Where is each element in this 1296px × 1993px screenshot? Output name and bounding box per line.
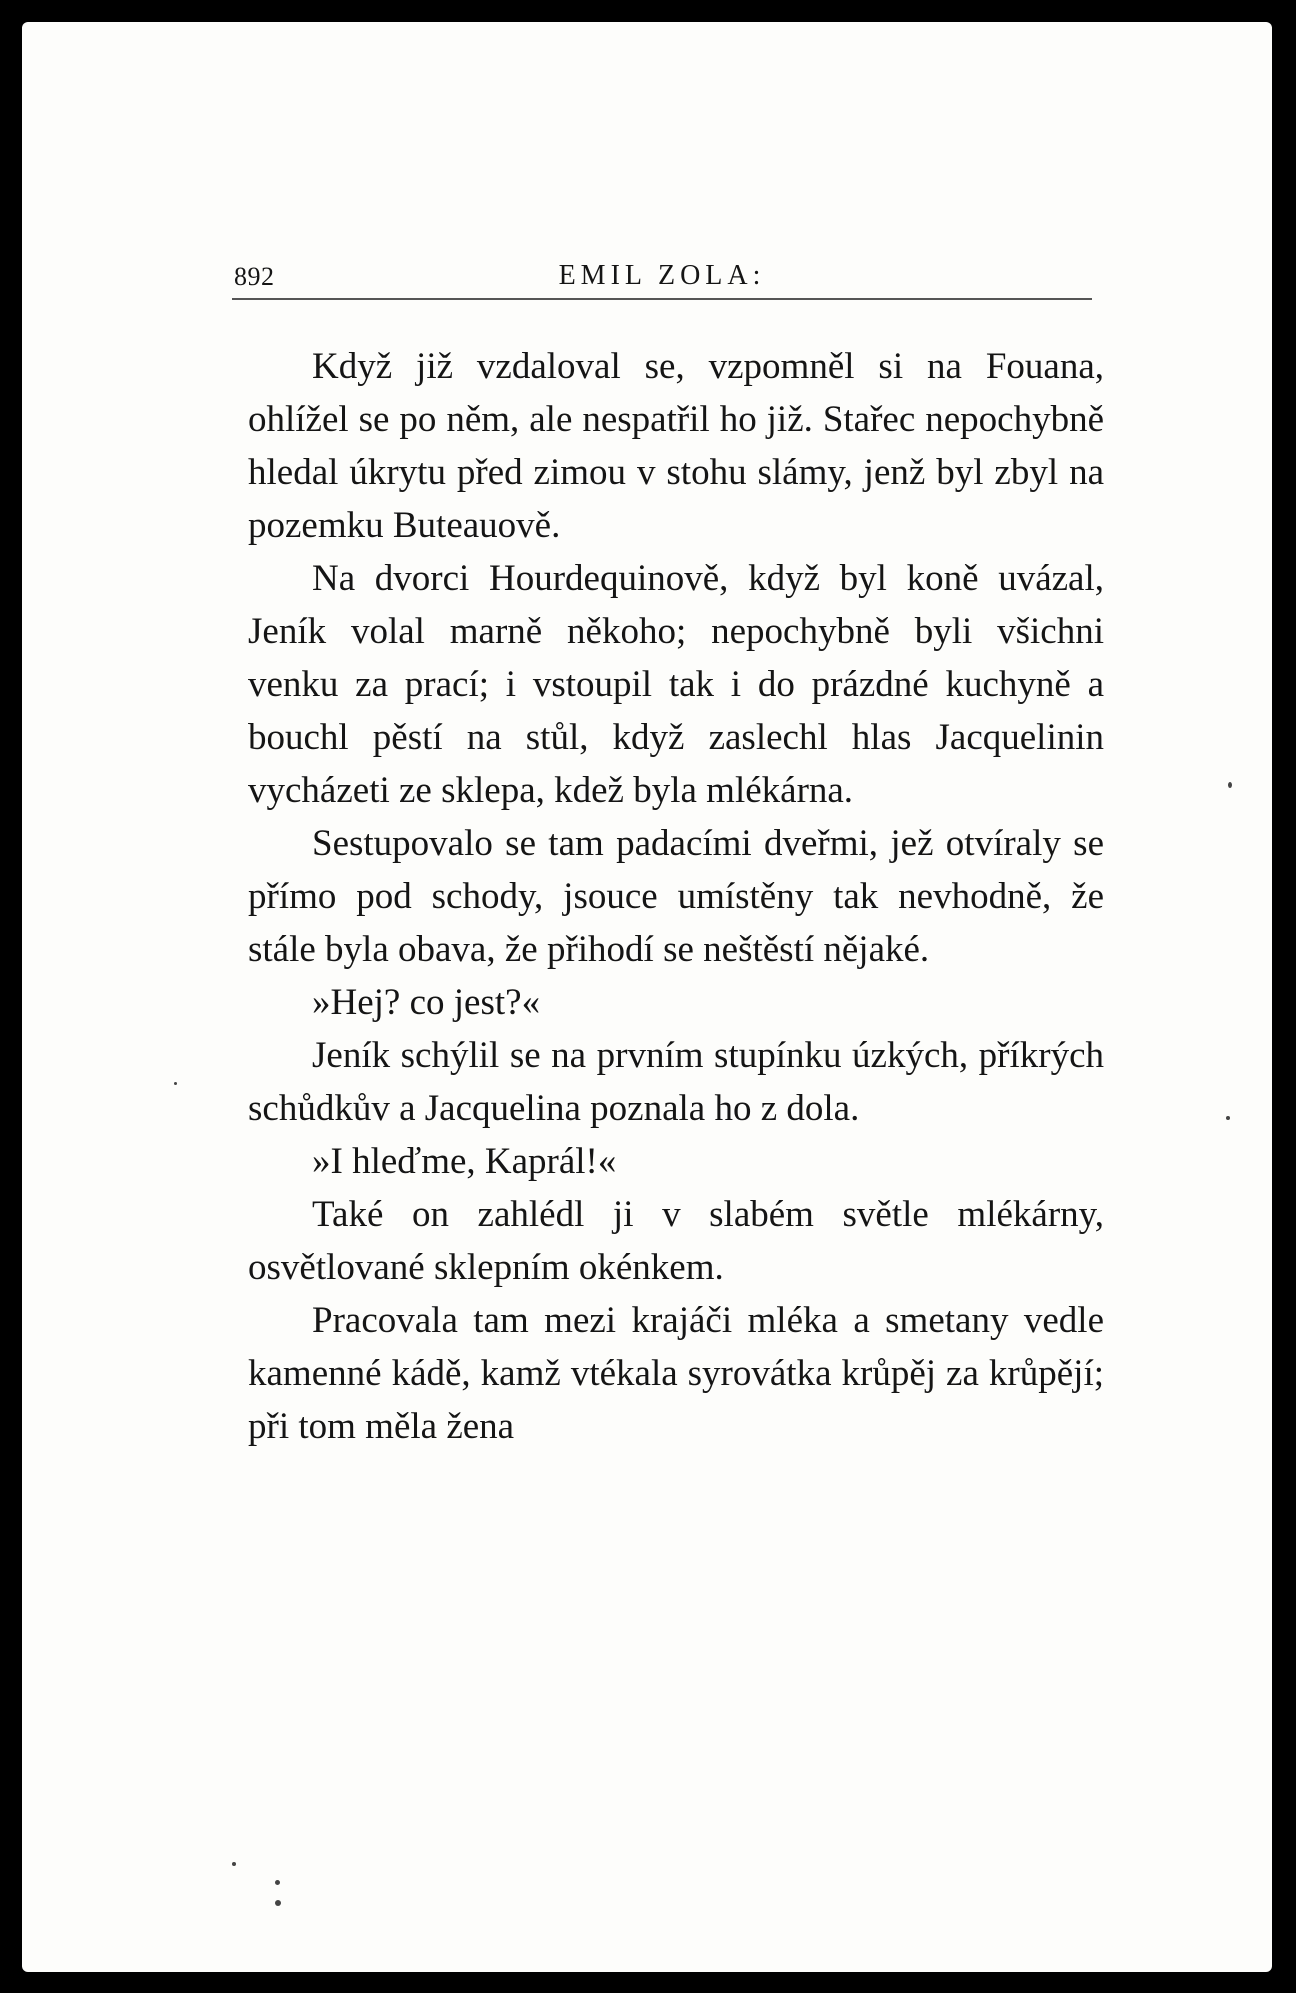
paragraph: Na dvorci Hourdequinově, když byl koně uvázal, Jeník volal marně někoho; nepochybně byli všichni venku za prací; i vstoupil tak i do prázdné kuchyně a bouchl pěstí na stůl, když zaslechl hlas Jacquelinin vycházeti ze sklepa, kdež byla mlékárna.: [248, 558, 1104, 811]
dialogue-line: »I hleďme, Kaprál!«: [312, 1141, 617, 1182]
ink-speck: [232, 1862, 236, 1866]
header-rule: [232, 298, 1092, 300]
paragraph: Pracovala tam mezi krajáči mléka a smetany vedle kamenné kádě, kamž vtékala syrovátka krůpěj za krůpějí; při tom měla žena: [248, 1300, 1104, 1447]
ink-speck: [174, 1082, 177, 1085]
paragraph: Jeník schýlil se na prvním stupínku úzkých, příkrých schůdkův a Jacquelina poznala ho z dola.: [248, 1035, 1104, 1129]
body-text: [248, 340, 1104, 1453]
ink-speck: [275, 1880, 280, 1885]
running-head: [222, 240, 1102, 290]
page-content: [222, 240, 1102, 1453]
paragraph: Když již vzdaloval se, vzpomněl si na Fouana, ohlížel se po něm, ale nespatřil ho již. Stařec nepochybně hledal úkrytu před zimou v stohu slámy, jenž byl zbyl na pozemku Buteauově.: [248, 346, 1104, 546]
ink-speck: [1226, 1116, 1230, 1120]
running-title: EMIL ZOLA:: [558, 260, 766, 291]
ink-speck: [1228, 782, 1232, 788]
book-page: [22, 22, 1272, 1972]
paragraph: Sestupovalo se tam padacími dveřmi, jež otvíraly se přímo pod schody, jsouce umístěny tak nevhodně, že stále byla obava, že přihodí se neštěstí nějaké.: [248, 823, 1104, 970]
ink-speck: [275, 1900, 281, 1906]
dialogue-line: »Hej? co jest?«: [312, 982, 541, 1023]
page-number: 892: [234, 262, 275, 291]
paragraph: Také on zahlédl ji v slabém světle mlékárny, osvětlované sklepním okénkem.: [248, 1194, 1104, 1288]
